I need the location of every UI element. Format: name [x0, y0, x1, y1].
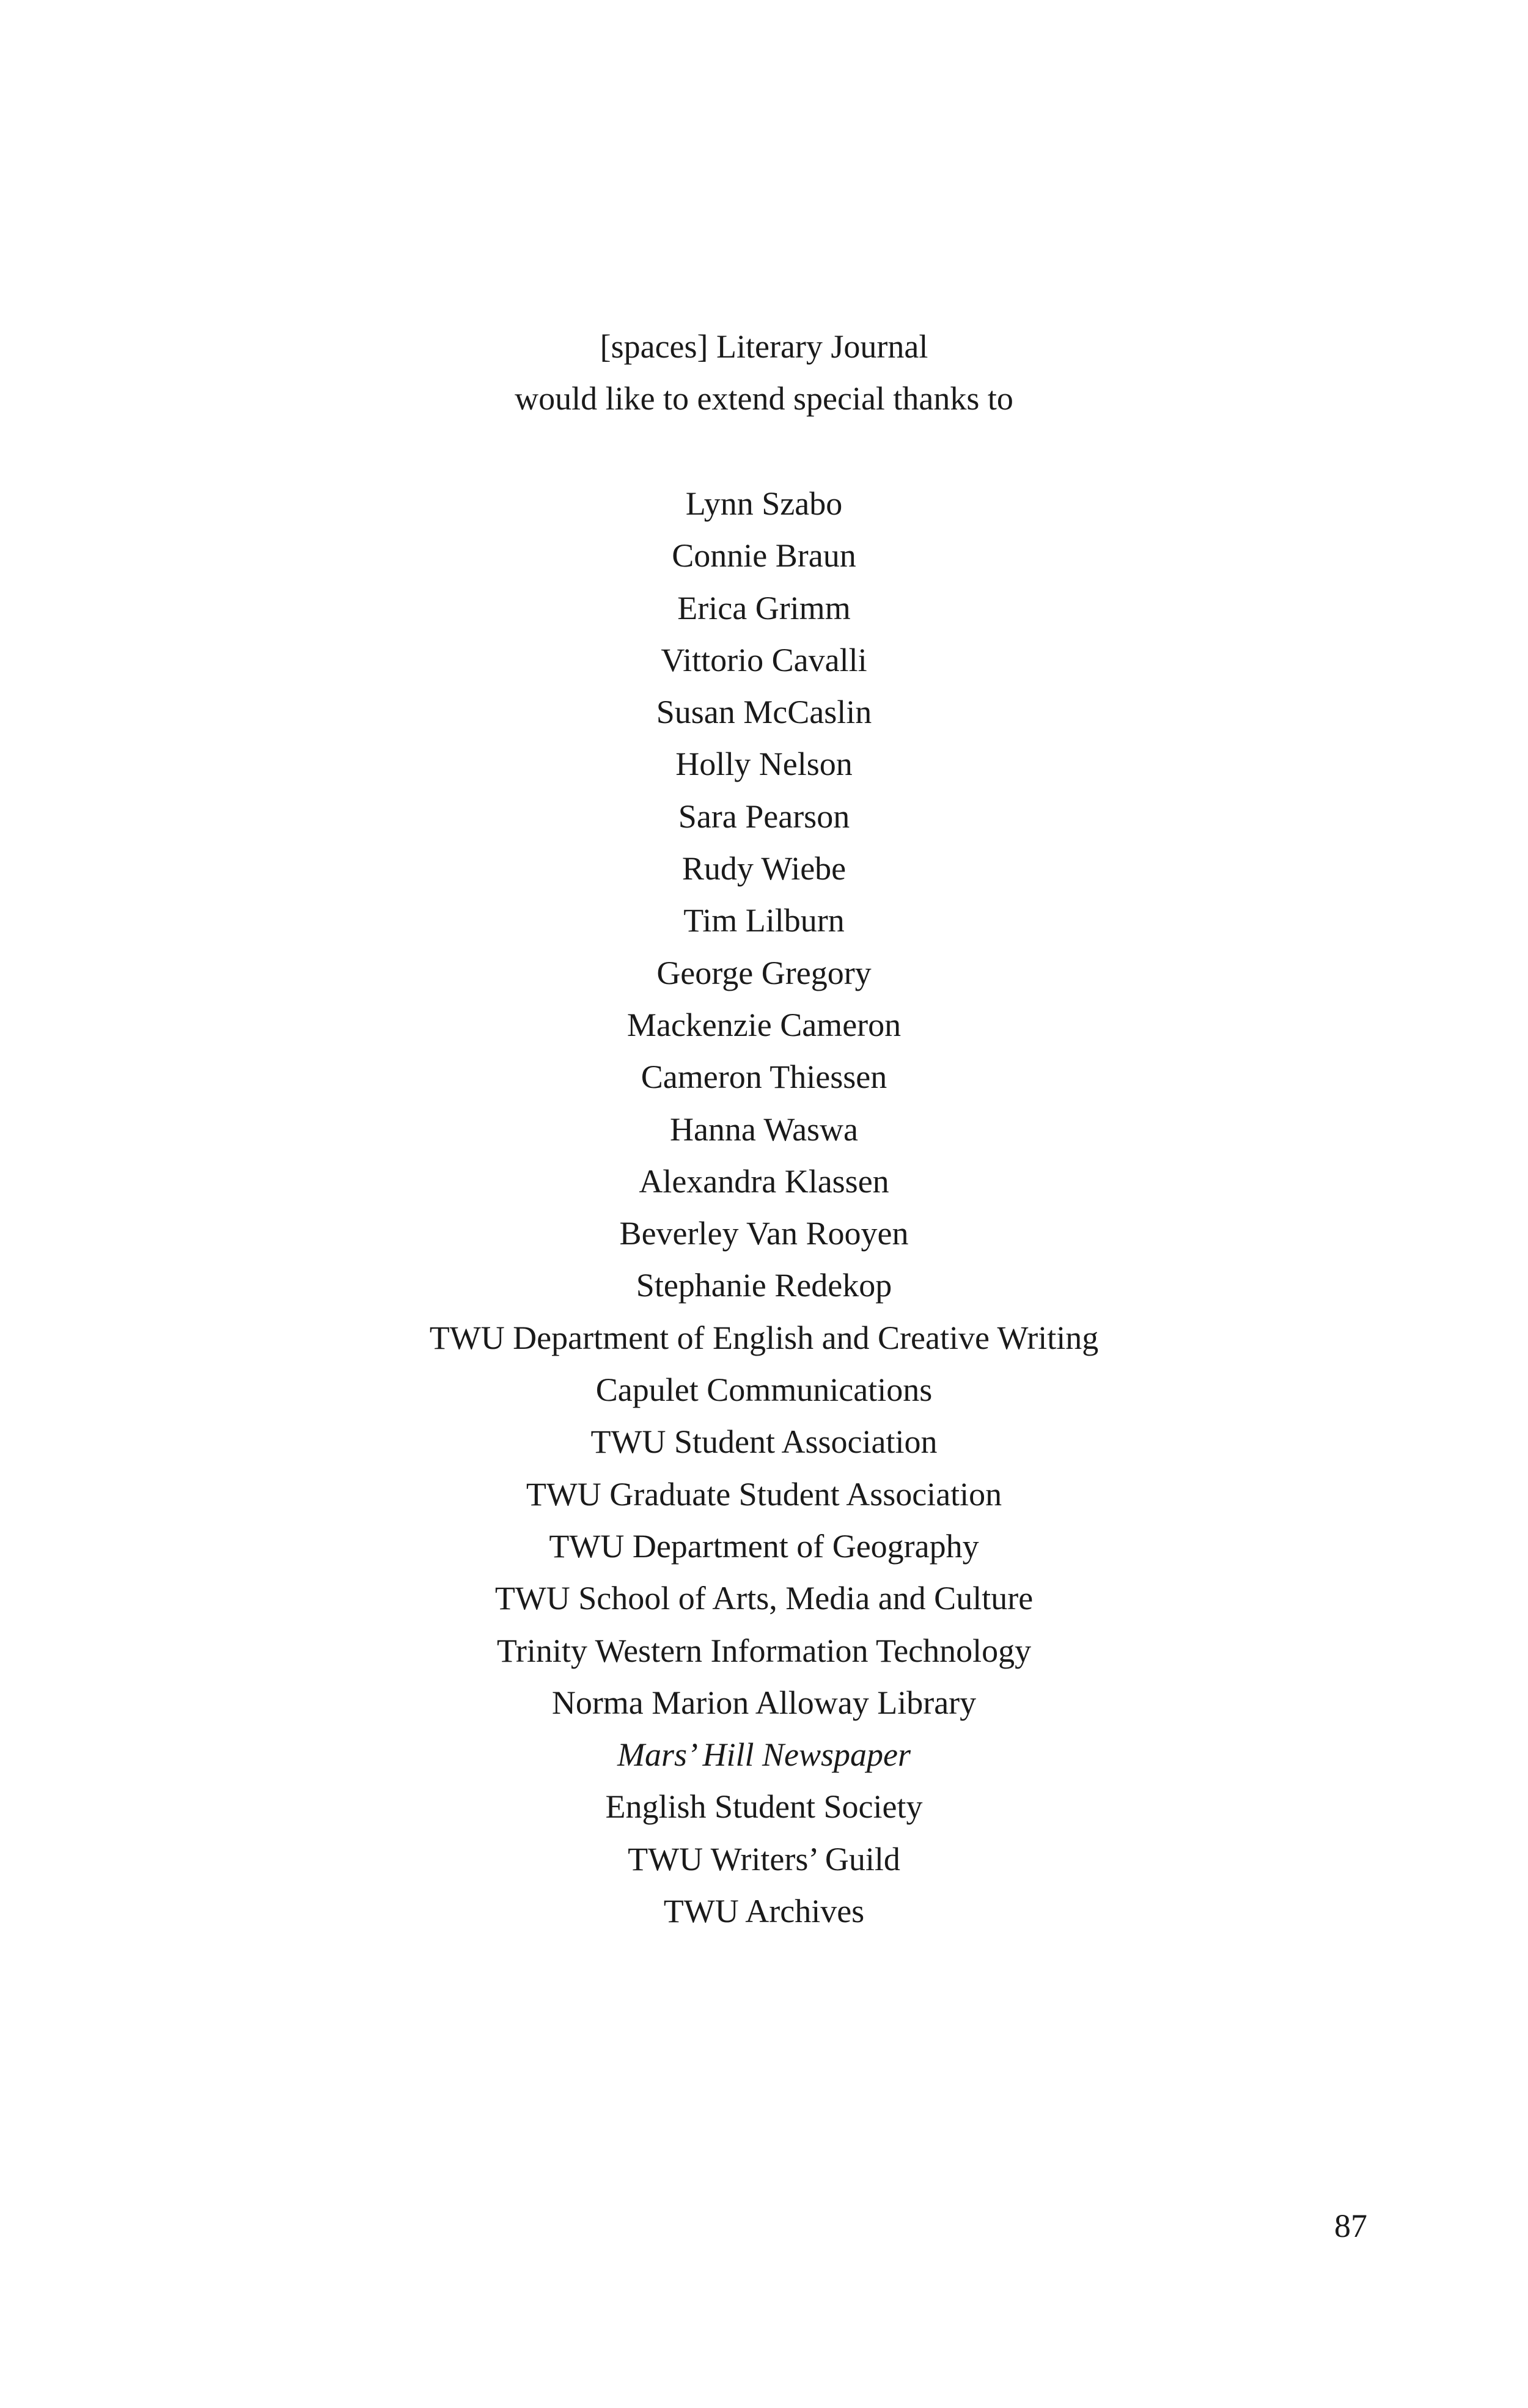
thanks-item: Lynn Szabo	[685, 485, 843, 522]
thanks-item: Tim Lilburn	[683, 902, 845, 939]
thanks-item: Connie Braun	[672, 537, 856, 574]
thanks-item: Erica Grimm	[677, 589, 851, 626]
thanks-item: Mackenzie Cameron	[626, 1006, 902, 1043]
thanks-item: Trinity Western Information Technology	[496, 1632, 1032, 1669]
thanks-item: TWU Department of Geography	[549, 1527, 979, 1565]
thanks-item: TWU Writers’ Guild	[628, 1840, 900, 1878]
thanks-item: Mars’ Hill Newspaper	[617, 1736, 911, 1774]
thanks-item: Vittorio Cavalli	[661, 641, 867, 678]
thanks-item: TWU School of Arts, Media and Culture	[494, 1580, 1034, 1617]
thanks-item: Hanna Waswa	[669, 1110, 859, 1148]
thanks-intro: would like to extend special thanks to	[515, 380, 1013, 417]
thanks-item: Beverley Van Rooyen	[619, 1215, 909, 1252]
thanks-item: Sara Pearson	[678, 798, 850, 835]
page-number: 87	[1334, 2208, 1367, 2244]
thanks-item: Rudy Wiebe	[681, 850, 847, 887]
acknowledgements-heading	[0, 321, 1528, 425]
thanks-item: Holly Nelson	[675, 746, 853, 783]
thanks-list	[0, 478, 1528, 1937]
thanks-item: TWU Department of English and Creative Writing	[429, 1319, 1099, 1356]
thanks-item: Stephanie Redekop	[636, 1267, 892, 1304]
thanks-item: George Gregory	[656, 954, 872, 991]
thanks-item: Susan McCaslin	[656, 694, 872, 731]
thanks-item: Alexandra Klassen	[639, 1162, 889, 1200]
thanks-item: Norma Marion Alloway Library	[551, 1684, 977, 1721]
thanks-item: Capulet Communications	[595, 1371, 933, 1409]
journal-title: [spaces] Literary Journal	[600, 328, 928, 365]
thanks-item: TWU Graduate Student Association	[526, 1475, 1002, 1513]
thanks-item: English Student Society	[605, 1788, 923, 1826]
thanks-item: TWU Student Association	[590, 1423, 938, 1461]
thanks-item: Cameron Thiessen	[641, 1059, 887, 1096]
thanks-item: TWU Archives	[663, 1893, 865, 1930]
